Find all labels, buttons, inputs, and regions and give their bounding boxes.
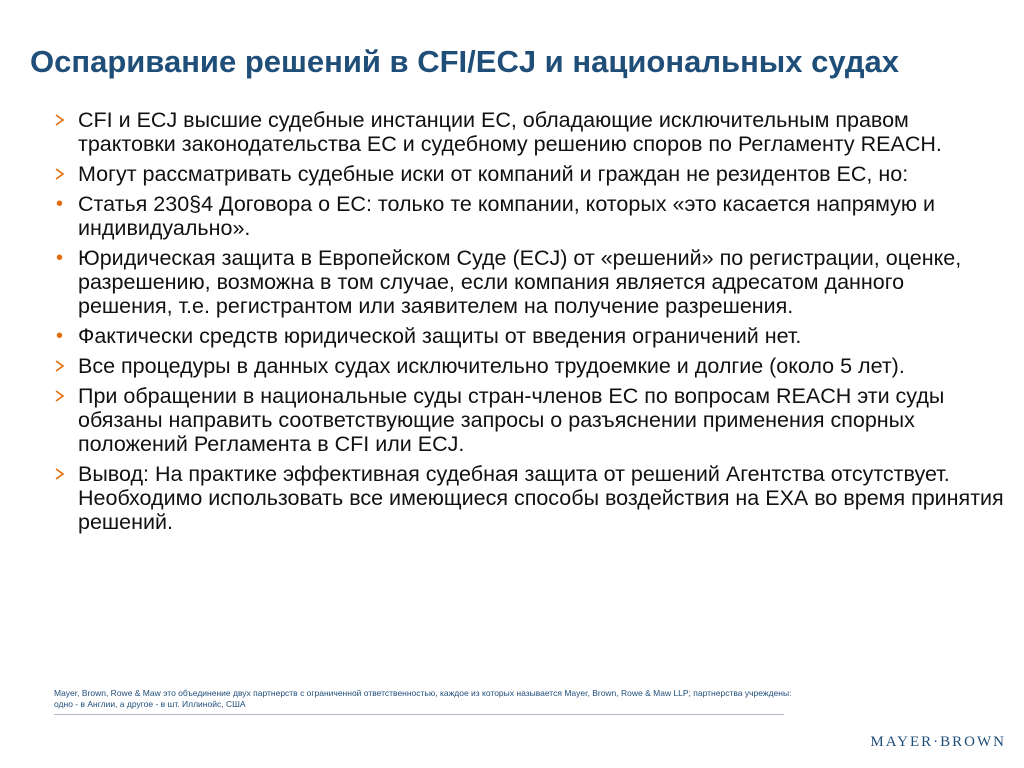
bullet-dot-icon: •	[56, 325, 64, 347]
bullet-item	[54, 384, 1004, 456]
chevron-right-icon	[54, 462, 74, 480]
bullet-text: При обращении в национальные суды стран-членов ЕС по вопросам REACH эти суды обязаны направить соответствующие запросы о разъяснении применения спорных положений Регламента в CFI или ECJ.	[78, 384, 945, 456]
chevron-right-icon	[54, 162, 74, 180]
bullet-item	[54, 162, 1004, 186]
chevron-right-icon	[54, 384, 74, 402]
company-logo: MAYER·BROWN	[870, 734, 1006, 750]
page-title: Оспаривание решений в CFI/ECJ и национальных судах	[30, 44, 899, 79]
bullet-item	[54, 324, 1004, 348]
footer-note	[54, 688, 834, 710]
bullet-item	[54, 462, 1004, 534]
footer-line-2: одно - в Англии, а другое - в шт. Иллинойс, США	[54, 699, 246, 709]
bullet-text: CFI и ECJ высшие судебные инстанции ЕС, обладающие исключительным правом трактовки законодательства ЕС и судебному решению споров по Регламенту REACH.	[78, 108, 942, 156]
bullet-text: Все процедуры в данных судах исключительно трудоемкие и долгие (около 5 лет).	[78, 354, 905, 378]
chevron-right-icon	[54, 354, 74, 372]
bullet-dot-icon: •	[56, 247, 64, 269]
footer-divider	[54, 714, 784, 715]
bullet-item	[54, 246, 1004, 318]
chevron-right-icon	[54, 108, 74, 126]
bullet-item	[54, 108, 1004, 156]
bullet-text: Фактически средств юридической защиты от введения ограничений нет.	[78, 324, 802, 348]
bullet-list	[54, 108, 1004, 540]
bullet-item	[54, 354, 1004, 378]
bullet-dot-icon: •	[56, 193, 64, 215]
bullet-item	[54, 192, 1004, 240]
bullet-text: Статья 230§4 Договора о ЕС: только те компании, которых «это касается напрямую и индивидуально».	[78, 192, 935, 240]
footer-line-1: Mayer, Brown, Rowe & Maw это объединение двух партнерств с ограниченной ответственностью, каждое из которых называется Mayer, Brown, Rowe & Maw LLP; партнерства учреждены:	[54, 688, 792, 698]
bullet-text: Юридическая защита в Европейском Суде (ECJ) от «решений» по регистрации, оценке, разрешению, возможна в том случае, если компания является адресатом данного решения, т.е. регистрантом или заявителем на получение разрешения.	[78, 246, 962, 318]
bullet-text: Могут рассматривать судебные иски от компаний и граждан не резидентов ЕС, но:	[78, 162, 909, 186]
bullet-text: Вывод: На практике эффективная судебная защита от решений Агентства отсутствует. Необходимо использовать все имеющиеся способы воздействия на ЕХА во время принятия решений.	[78, 462, 1004, 534]
